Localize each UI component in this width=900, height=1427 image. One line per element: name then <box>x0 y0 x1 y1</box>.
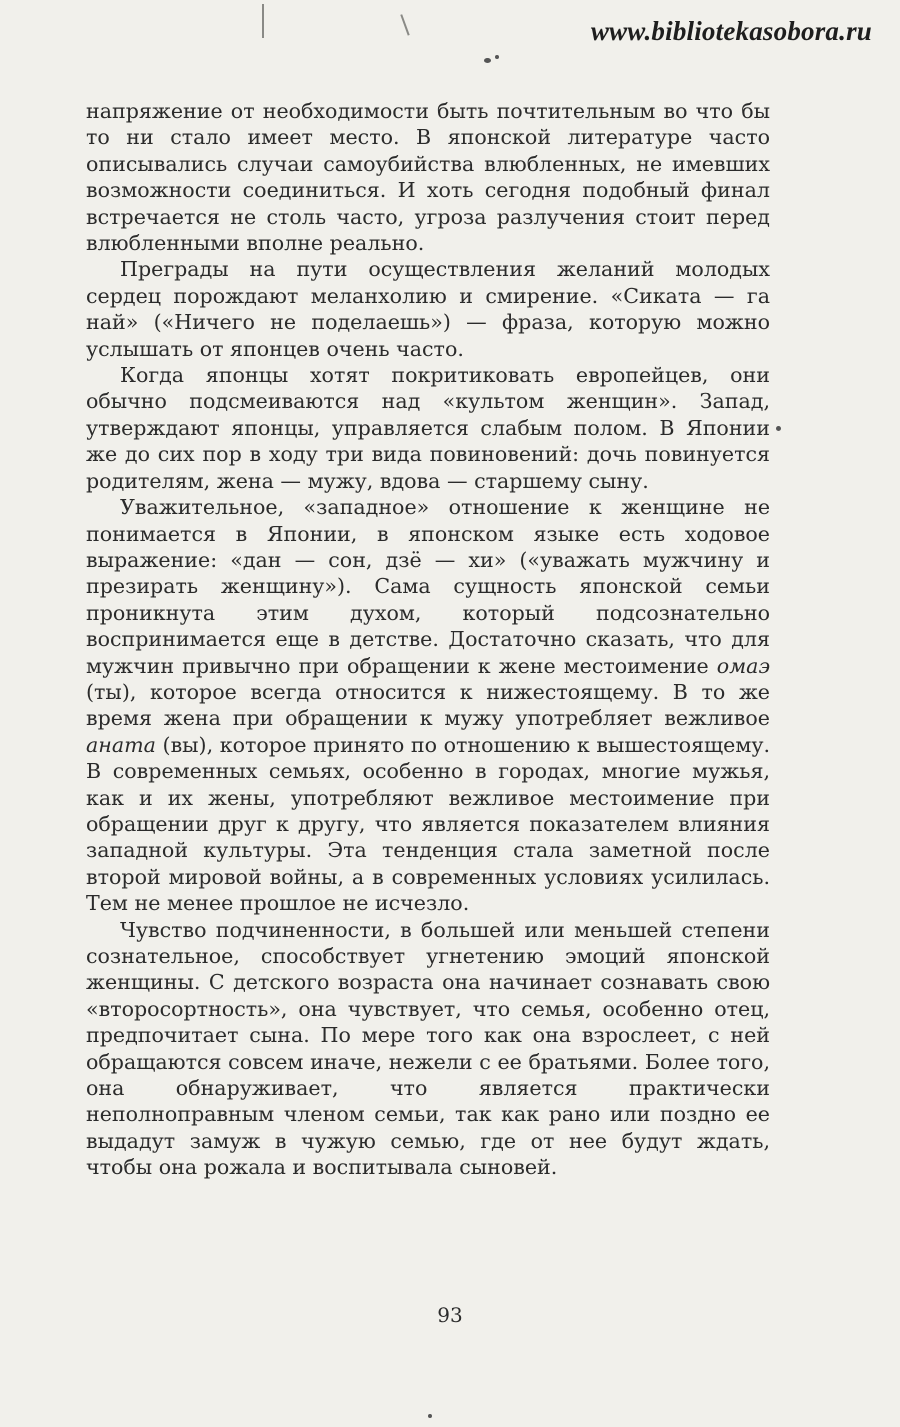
paragraph-segment: (ты), которое всегда относится к нижестоящему. В то же время жена при обращении к мужу употребляет вежливое <box>86 679 770 731</box>
page-number: 93 <box>437 1303 463 1327</box>
paragraph <box>86 494 770 917</box>
italic-term: омаэ <box>716 653 770 678</box>
scan-speck <box>428 1414 432 1418</box>
scan-mark <box>262 4 264 38</box>
site-watermark: www.bibliotekasobora.ru <box>590 16 872 46</box>
paragraph-segment: (вы), которое принято по отношению к вышестоящему. В современных семьях, особенно в городах, многие мужья, как и их жены, употребляют вежливое местоимение при обращении друг к другу, что является показателем влияния западной культуры. Эта тенденция стала заметной после второй мировой войны, а в современных условиях усилилась. Тем не менее прошлое не исчезло. <box>86 732 770 916</box>
paragraph-segment: Уважительное, «западное» отношение к женщине не понимается в Японии, в японском языке есть ходовое выражение: «дан — сон, дзё — хи» («уважать мужчину и презирать женщину»). Сама сущность японской семьи проникнута этим духом, который подсознательно воспринимается еще в детстве. Достаточно сказать, что для мужчин привычно при обращении к жене местоимение <box>86 495 770 678</box>
italic-term: аната <box>86 732 156 757</box>
scan-speck <box>484 58 491 63</box>
scan-speck <box>495 55 499 59</box>
scan-mark <box>400 14 409 35</box>
paragraph: Когда японцы хотят покритиковать европейцев, они обычно подсмеиваются над «культом женщин». Запад, утверждают японцы, управляется слабым полом. В Японии же до сих пор в ходу три вида повиновений: дочь повинуется родителям, жена — мужу, вдова — старшему сыну. <box>86 363 770 493</box>
paragraph: Чувство подчиненности, в большей или меньшей степени сознательное, способствует угнетению эмоций японской женщины. С детского возраста она начинает сознавать свою «второсортность», она чувствует, что семья, особенно отец, предпочитает сына. По мере того как она взрослеет, с ней обращаются совсем иначе, нежели с ее братьями. Более того, она обнаруживает, что является практически неполноправным членом семьи, так как рано или поздно ее выдадут замуж в чужую семью, где от нее будут ждать, чтобы она рожала и воспитывала сыновей. <box>86 917 770 1180</box>
paragraph: Преграды на пути осуществления желаний молодых сердец порождают меланхолию и смирение. «Сиката — га най» («Ничего не поделаешь») — фраза, которую можно услышать от японцев очень часто. <box>86 257 770 361</box>
scan-speck <box>776 426 781 431</box>
body-text <box>86 98 770 1181</box>
paragraph: напряжение от необходимости быть почтительным во что бы то ни стало имеет место. В японской литературе часто описывались случаи самоубийства влюбленных, не имевших возможности соединиться. И хоть сегодня подобный финал встречается не столь часто, угроза разлучения стоит перед влюбленными вполне реально. <box>86 99 770 256</box>
